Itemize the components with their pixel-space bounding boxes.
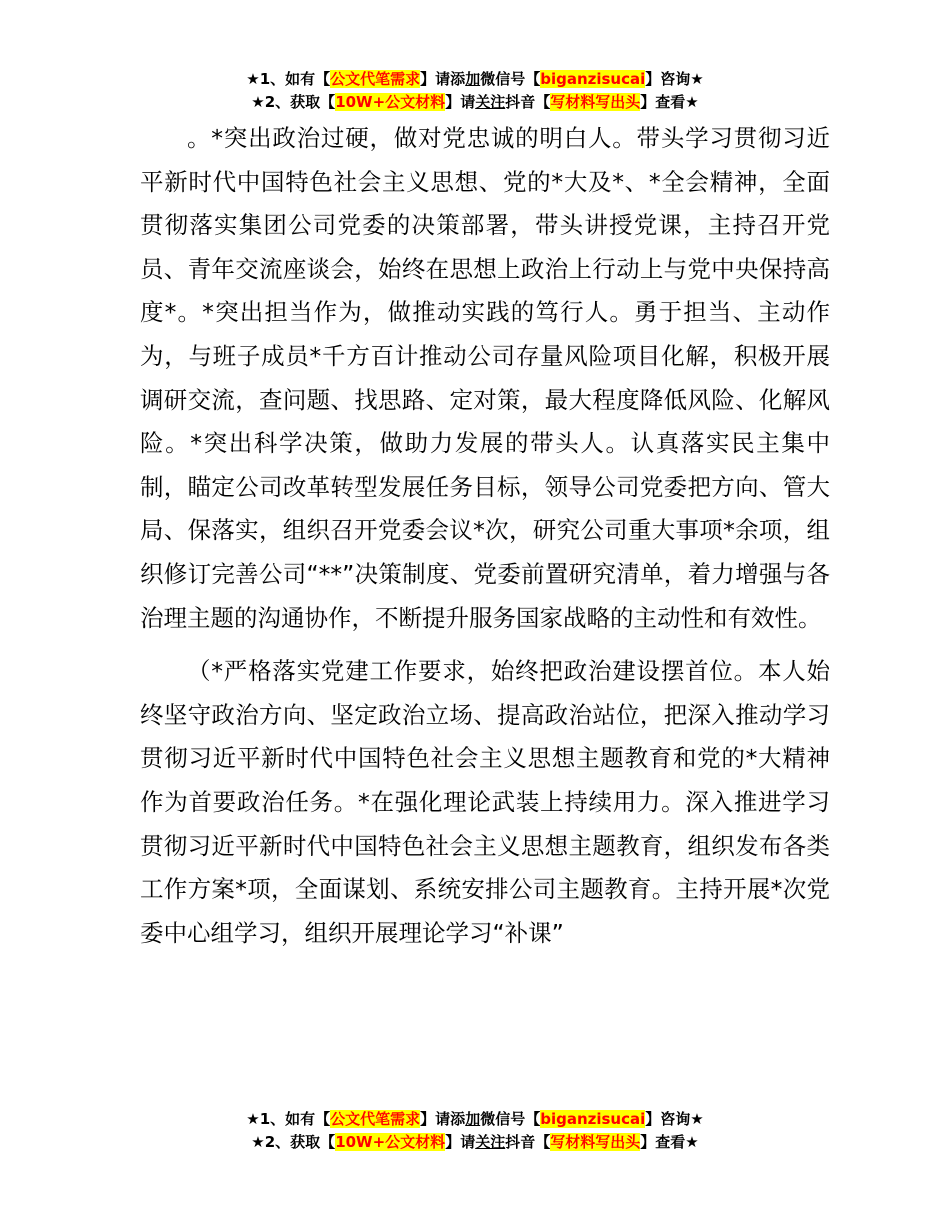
highlight-wechat-id: biganzisucai: [540, 1110, 646, 1128]
highlight-wechat-id: biganzisucai: [540, 70, 646, 88]
banner-underline-text: 关注: [475, 1133, 506, 1151]
highlight-douyin-account: 写材料写出头: [550, 1133, 641, 1151]
highlight-douyin-account: 写材料写出头: [550, 93, 641, 111]
body-paragraph-2: （*严格落实党建工作要求，始终把政治建设摆首位。本人始终坚守政治方向、坚定政治立场、提高政治站位，把深入推动学习贯彻习近平新时代中国特色社会主义思想主题教育和党的*大精神作为首要政治任务。*在强化理论武装上持续用力。深入推进学习贯彻习近平新时代中国特色社会主义思想主题教育，组织发布各类工作方案*项，全面谋划、系统安排公司主题教育。主持开展*次党委中心组学习，组织开展理论学习“补课”: [140, 657, 830, 947]
banner-line-consult: [0, 1108, 950, 1131]
banner-underline-text: 加: [465, 70, 481, 88]
banner-text: 】查看★: [640, 93, 699, 111]
banner-text: 】查看★: [640, 1133, 699, 1151]
banner-text: 】请: [445, 93, 476, 111]
banner-underline-text: 关注: [475, 93, 506, 111]
banner-text: ★1、如有【: [246, 1110, 331, 1128]
banner-text: 抖音【: [505, 93, 551, 111]
banner-line-consult: [0, 68, 950, 91]
banner-line-materials: [0, 91, 950, 114]
highlight-materials: 10W+公文材料: [335, 93, 446, 111]
banner-text: 】咨询★: [645, 1110, 704, 1128]
banner-text: ★1、如有【: [246, 70, 331, 88]
banner-text: ★2、获取【: [251, 1133, 336, 1151]
banner-text: 】请添: [420, 1110, 466, 1128]
banner-text: 】请: [445, 1133, 476, 1151]
banner-text: 】咨询★: [645, 70, 704, 88]
body-paragraph-1: 。*突出政治过硬，做对党忠诚的明白人。带头学习贯彻习近平新时代中国特色社会主义思想、党的*大及*、*全会精神，全面贯彻落实集团公司党委的决策部署，带头讲授党课，主持召开党员、青年交流座谈会，始终在思想上政治上行动上与党中央保持高度*。*突出担当作为，做推动实践的笃行人。勇于担当、主动作为，与班子成员*千方百计推动公司存量风险项目化解，积极开展调研交流，查问题、找思路、定对策，最大程度降低风险、化解风险。*突出科学决策，做助力发展的带头人。认真落实民主集中制，瞄定公司改革转型发展任务目标，领导公司党委把方向、管大局、保落实，组织召开党委会议*次，研究公司重大事项*余项，组织修订完善公司“**”决策制度、党委前置研究清单，着力增强与各治理主题的沟通协作，不断提升服务国家战略的主动性和有效性。: [140, 124, 830, 632]
banner-text: 】请添: [420, 70, 466, 88]
document-body: [140, 117, 830, 955]
banner-text: 微信号【: [480, 1110, 541, 1128]
banner-text: ★2、获取【: [251, 93, 336, 111]
banner-line-materials: [0, 1131, 950, 1154]
header-banner: [0, 68, 950, 114]
banner-text: 抖音【: [505, 1133, 551, 1151]
banner-underline-text: 加: [465, 1110, 481, 1128]
highlight-writing-service: 公文代笔需求: [330, 70, 421, 88]
highlight-materials: 10W+公文材料: [335, 1133, 446, 1151]
banner-text: 微信号【: [480, 70, 541, 88]
highlight-writing-service: 公文代笔需求: [330, 1110, 421, 1128]
footer-banner: [0, 1108, 950, 1154]
